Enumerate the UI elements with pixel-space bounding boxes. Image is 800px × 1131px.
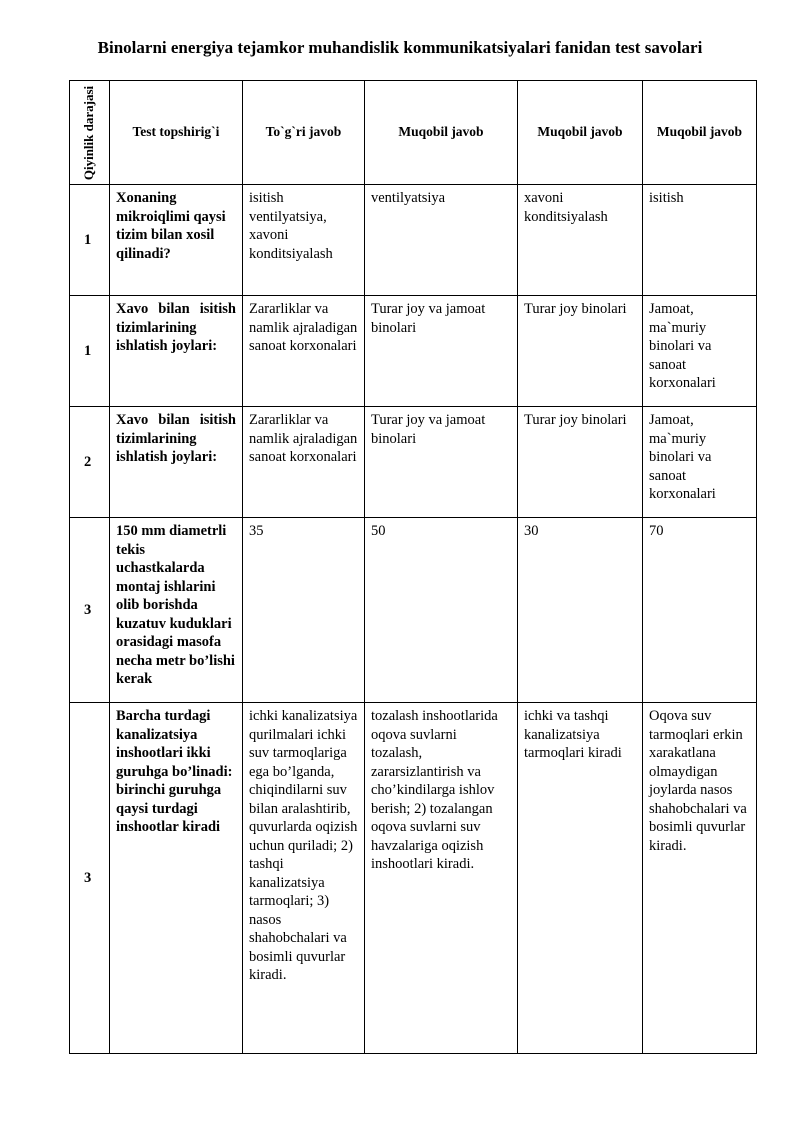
task-cell: 150 mm diametrli tekis uchastkalarda montaj ishlarini olib borishda kuzatuv kuduklari orasidagi masofa necha metr bo’lishi kerak — [110, 518, 243, 703]
level-cell: 2 — [70, 407, 110, 518]
level-cell: 1 — [70, 185, 110, 296]
header-alt1: Muqobil javob — [365, 81, 518, 185]
correct-cell: isitish ventilyatsiya, xavoni konditsiyalash — [243, 185, 365, 296]
table-row — [70, 185, 757, 296]
alt3-cell: 70 — [643, 518, 757, 703]
alt1-cell: Turar joy va jamoat binolari — [365, 296, 518, 407]
document-title: Binolarni energiya tejamkor muhandislik kommunikatsiyalari fanidan test savolari — [97, 38, 703, 57]
alt2-cell: xavoni konditsiyalash — [518, 185, 643, 296]
alt1-cell: Turar joy va jamoat binolari — [365, 407, 518, 518]
header-alt2: Muqobil javob — [518, 81, 643, 185]
alt1-cell: ventilyatsiya — [365, 185, 518, 296]
task-cell: Barcha turdagi kanalizatsiya inshootlari ikki guruhga bo’linadi: birinchi guruhga qaysi turdagi inshootlar kiradi — [110, 703, 243, 1054]
table-row — [70, 407, 757, 518]
correct-cell: Zararliklar va namlik ajraladigan sanoat korxonalari — [243, 296, 365, 407]
level-cell: 3 — [70, 703, 110, 1054]
alt2-cell: Turar joy binolari — [518, 407, 643, 518]
header-level — [70, 81, 110, 185]
table-row — [70, 703, 757, 1054]
alt1-cell: 50 — [365, 518, 518, 703]
alt2-cell: 30 — [518, 518, 643, 703]
alt2-cell: Turar joy binolari — [518, 296, 643, 407]
correct-cell: 35 — [243, 518, 365, 703]
table-row — [70, 518, 757, 703]
alt1-cell: tozalash inshootlarida oqova suvlarni tozalash, zararsizlantirish va cho’kindilarga ishlov berish; 2) tozalangan oqova suvlarni suv havzalariga oqizish inshootlari kiradi. — [365, 703, 518, 1054]
task-cell: Xonaning mikroiqlimi qaysi tizim bilan xosil qilinadi? — [110, 185, 243, 296]
header-row — [70, 81, 757, 185]
task-cell: Xavo bilan isitish tizimlarining ishlatish joylari: — [110, 407, 243, 518]
test-questions-table — [69, 80, 757, 1054]
level-cell: 1 — [70, 296, 110, 407]
header-level-label: Qiyinlik darajasi — [80, 85, 96, 180]
alt2-cell: ichki va tashqi kanalizatsiya tarmoqlari kiradi — [518, 703, 643, 1054]
table-row — [70, 296, 757, 407]
header-correct: To`g`ri javob — [243, 81, 365, 185]
correct-cell: ichki kanalizatsiya qurilmalari ichki suv tarmoqlariga ega bo’lganda, chiqindilarni suv bilan aralashtirib, quvurlarda oqizish uchun quriladi; 2) tashqi kanalizatsiya tarmoqlari; 3) nasos shahobchalari va bosimli quvurlar kiradi. — [243, 703, 365, 1054]
alt3-cell: Jamoat, ma`muriy binolari va sanoat korxonalari — [643, 407, 757, 518]
header-task: Test topshirig`i — [110, 81, 243, 185]
level-cell: 3 — [70, 518, 110, 703]
header-alt3: Muqobil javob — [643, 81, 757, 185]
alt3-cell: isitish — [643, 185, 757, 296]
correct-cell: Zararliklar va namlik ajraladigan sanoat korxonalari — [243, 407, 365, 518]
alt3-cell: Jamoat, ma`muriy binolari va sanoat korxonalari — [643, 296, 757, 407]
task-cell: Xavo bilan isitish tizimlarining ishlatish joylari: — [110, 296, 243, 407]
alt3-cell: Oqova suv tarmoqlari erkin xarakatlana olmaydigan joylarda nasos shahobchalari va bosimli quvurlar kiradi. — [643, 703, 757, 1054]
